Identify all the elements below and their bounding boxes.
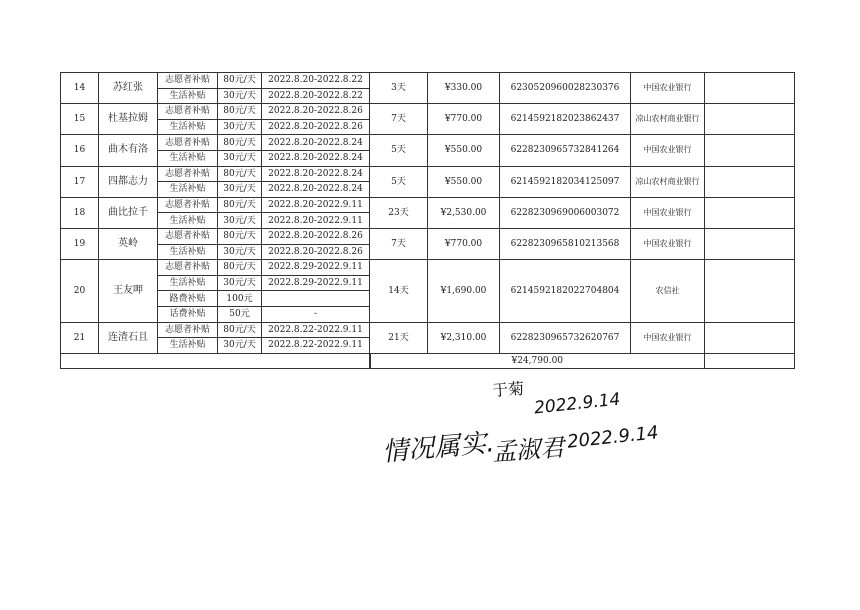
amount: ¥770.00 — [428, 228, 500, 259]
subsidy-period: 2022.8.20-2022.8.26 — [262, 244, 370, 260]
subsidy-period: 2022.8.20-2022.9.11 — [262, 197, 370, 213]
subsidy-type: 生活补贴 — [158, 88, 218, 104]
subsidy-rate: 30元/天 — [218, 338, 262, 354]
subsidy-type: 生活补贴 — [158, 338, 218, 354]
bank-name: 凉山农村商业银行 — [631, 166, 705, 197]
subsidy-period: 2022.8.20-2022.8.24 — [262, 135, 370, 151]
subsidy-rate: 80元/天 — [218, 166, 262, 182]
person-name: 杜基拉姆 — [99, 104, 158, 135]
subsidy-rate: 80元/天 — [218, 104, 262, 120]
table-row — [61, 104, 795, 120]
table-row — [61, 135, 795, 151]
bank-name: 中国农业银行 — [631, 197, 705, 228]
bank-account: 6228230965732620767 — [500, 322, 631, 353]
amount: ¥550.00 — [428, 135, 500, 166]
subsidy-type: 志愿者补贴 — [158, 322, 218, 338]
subsidy-rate: 30元/天 — [218, 119, 262, 135]
subsidy-period: 2022.8.20-2022.8.24 — [262, 166, 370, 182]
table-row — [61, 73, 795, 89]
bank-name: 中国农业银行 — [631, 135, 705, 166]
subsidy-period: 2022.8.29-2022.9.11 — [262, 275, 370, 291]
bank-account: 6228230965810213568 — [500, 228, 631, 259]
handwritten-date-1: 2022.9.14 — [533, 389, 622, 419]
row-number: 18 — [61, 197, 99, 228]
bank-name: 农信社 — [631, 260, 705, 322]
remarks-cell — [705, 135, 795, 166]
subsidy-rate: 100元 — [218, 291, 262, 307]
subsidy-period: - — [262, 306, 370, 322]
handwritten-name-1: 于菊 — [491, 378, 525, 401]
subsidy-period: 2022.8.22-2022.9.11 — [262, 322, 370, 338]
subsidy-type: 路费补贴 — [158, 291, 218, 307]
total-row — [61, 353, 795, 369]
subsidy-period — [262, 291, 370, 307]
table-row — [61, 197, 795, 213]
days-count: 7天 — [370, 228, 428, 259]
remarks-cell — [705, 104, 795, 135]
bank-account: 6214592182034125097 — [500, 166, 631, 197]
person-name: 英岭 — [99, 228, 158, 259]
bank-name: 中国农业银行 — [631, 228, 705, 259]
days-count: 23天 — [370, 197, 428, 228]
bank-account: 6214592182022704804 — [500, 260, 631, 322]
subsidy-type: 生活补贴 — [158, 213, 218, 229]
amount: ¥550.00 — [428, 166, 500, 197]
remarks-cell — [705, 197, 795, 228]
subsidy-period: 2022.8.20-2022.8.22 — [262, 88, 370, 104]
subsidy-period: 2022.8.22-2022.9.11 — [262, 338, 370, 354]
total-remarks-cell — [705, 353, 795, 369]
subsidy-period: 2022.8.20-2022.8.26 — [262, 119, 370, 135]
amount: ¥770.00 — [428, 104, 500, 135]
subsidy-rate: 30元/天 — [218, 275, 262, 291]
subsidy-rate: 30元/天 — [218, 182, 262, 198]
bank-account: 6228230969006003072 — [500, 197, 631, 228]
bank-name: 凉山农村商业银行 — [631, 104, 705, 135]
subsidy-type: 话费补贴 — [158, 306, 218, 322]
subsidy-rate: 80元/天 — [218, 197, 262, 213]
remarks-cell — [705, 73, 795, 104]
bank-account: 6230520960028230376 — [500, 73, 631, 104]
subsidy-rate: 30元/天 — [218, 244, 262, 260]
remarks-cell — [705, 228, 795, 259]
bank-account: 6214592182023862437 — [500, 104, 631, 135]
subsidy-period: 2022.8.20-2022.8.24 — [262, 150, 370, 166]
row-number: 14 — [61, 73, 99, 104]
handwritten-date-2: 2022.9.14 — [566, 422, 660, 453]
subsidy-type: 志愿者补贴 — [158, 73, 218, 89]
table-row — [61, 322, 795, 338]
subsidy-type: 生活补贴 — [158, 119, 218, 135]
subsidy-type: 志愿者补贴 — [158, 228, 218, 244]
subsidy-type: 生活补贴 — [158, 182, 218, 198]
subsidy-rate: 80元/天 — [218, 228, 262, 244]
subsidy-type: 生活补贴 — [158, 244, 218, 260]
subsidy-rate: 80元/天 — [218, 135, 262, 151]
subsidy-type: 志愿者补贴 — [158, 260, 218, 276]
subsidy-table — [60, 72, 795, 369]
subsidy-rate: 30元/天 — [218, 150, 262, 166]
subsidy-rate: 30元/天 — [218, 88, 262, 104]
row-number: 20 — [61, 260, 99, 322]
days-count: 7天 — [370, 104, 428, 135]
amount: ¥330.00 — [428, 73, 500, 104]
amount: ¥2,310.00 — [428, 322, 500, 353]
subsidy-period: 2022.8.29-2022.9.11 — [262, 260, 370, 276]
subsidy-rate: 30元/天 — [218, 213, 262, 229]
amount: ¥1,690.00 — [428, 260, 500, 322]
person-name: 王友呷 — [99, 260, 158, 322]
total-amount: ¥24,790.00 — [370, 353, 705, 369]
subsidy-rate: 80元/天 — [218, 73, 262, 89]
handwritten-confirmation: 情况属实. — [381, 428, 496, 468]
person-name: 四都志力 — [99, 166, 158, 197]
person-name: 连渣石且 — [99, 322, 158, 353]
person-name: 苏红张 — [99, 73, 158, 104]
subsidy-type: 生活补贴 — [158, 150, 218, 166]
subsidy-type: 生活补贴 — [158, 275, 218, 291]
days-count: 14天 — [370, 260, 428, 322]
remarks-cell — [705, 322, 795, 353]
remarks-cell — [705, 260, 795, 322]
total-label-cell — [61, 353, 370, 369]
row-number: 15 — [61, 104, 99, 135]
row-number: 17 — [61, 166, 99, 197]
row-number: 21 — [61, 322, 99, 353]
remarks-cell — [705, 166, 795, 197]
subsidy-period: 2022.8.20-2022.9.11 — [262, 213, 370, 229]
subsidy-type: 志愿者补贴 — [158, 135, 218, 151]
days-count: 5天 — [370, 166, 428, 197]
bank-name: 中国农业银行 — [631, 73, 705, 104]
subsidy-rate: 80元/天 — [218, 260, 262, 276]
table-row — [61, 166, 795, 182]
days-count: 3天 — [370, 73, 428, 104]
days-count: 21天 — [370, 322, 428, 353]
subsidy-rate: 80元/天 — [218, 322, 262, 338]
subsidy-rate: 50元 — [218, 306, 262, 322]
row-number: 16 — [61, 135, 99, 166]
subsidy-period: 2022.8.20-2022.8.24 — [262, 182, 370, 198]
subsidy-period: 2022.8.20-2022.8.26 — [262, 104, 370, 120]
subsidy-type: 志愿者补贴 — [158, 197, 218, 213]
bank-account: 6228230965732841264 — [500, 135, 631, 166]
subsidy-type: 志愿者补贴 — [158, 166, 218, 182]
amount: ¥2,530.00 — [428, 197, 500, 228]
bank-name: 中国农业银行 — [631, 322, 705, 353]
row-number: 19 — [61, 228, 99, 259]
table-row — [61, 260, 795, 276]
subsidy-period: 2022.8.20-2022.8.22 — [262, 73, 370, 89]
table-row — [61, 228, 795, 244]
days-count: 5天 — [370, 135, 428, 166]
handwritten-name-2: 孟淑君 — [491, 433, 566, 467]
person-name: 曲比拉千 — [99, 197, 158, 228]
person-name: 曲木有洛 — [99, 135, 158, 166]
subsidy-period: 2022.8.20-2022.8.26 — [262, 228, 370, 244]
subsidy-type: 志愿者补贴 — [158, 104, 218, 120]
